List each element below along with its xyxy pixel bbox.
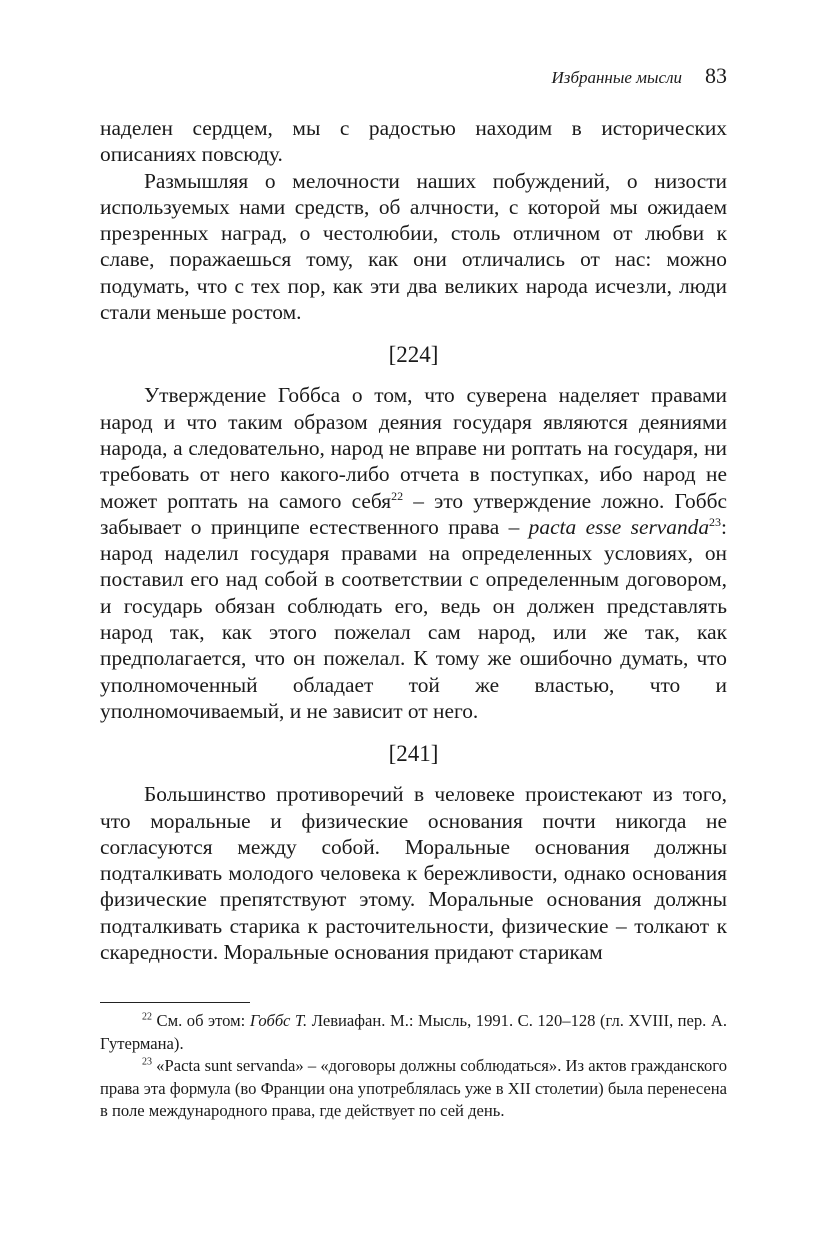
footnote-23-text: «Pacta sunt servanda» – «договоры должны соблюдаться». Из актов гражданского права эта формула (во Франции она употреблялась уже в XII столетии) была перенесена в поле международного права, где действует по сей день. [100,1056,727,1121]
latin-phrase: pacta esse servanda [528,514,710,539]
running-title: Избранные мысли [551,68,682,87]
footnote-22-part-b: Левиафан. М.: Мысль, 1991. С. 120–128 (гл. XVIII, пер. А. Гутермана). [100,1011,727,1053]
paragraph-3-part-c: : народ наделил государя правами на определенных условиях, он поставил его над собой в соответствии с определенным договором, и государь обязан соблюдать его, ведь он должен представлять народ так, как этого пожелал сам народ, или же так, как предполагается, что он пожелал. К тому же ошибочно думать, что уполномоченный обладает той же властью, что и уполномочиваемый, и не зависит от него. [100,514,727,723]
footnote-separator [100,1002,250,1003]
paragraph-3-part-b: – это утверждение ложно. Гоббс забывает о принципе естественного права – [100,488,727,539]
section-heading-224: [224] [388,342,439,368]
footnote-22-part-a: См. об этом: [152,1011,250,1030]
footnote-23 [100,1055,727,1123]
paragraph-3 [100,382,727,724]
paragraph-4: Большинство противоречий в человеке проистекают из того, что моральные и физические основания почти никогда не согласуются между собой. Моральные основания должны подталкивать молодого человека к бережливости, однако основания физические препятствуют этому. Моральные основания должны подталкивать старика к расточительности, физические – толкают к скаредности. Моральные основания придают старикам [100,782,727,965]
footnote-mark-22: 22 [142,1011,152,1023]
footnote-22-author: Гоббс Т. [249,1011,308,1030]
footnote-mark-23: 23 [142,1056,152,1068]
footnote-22 [100,1010,727,1055]
footnotes [100,1010,727,1123]
page-number: 83 [705,63,727,88]
paragraph-3-part-a: Утверждение Гоббса о том, что суверена наделяет правами народ и что таким образом деяния государя являются деяниями народа, а следовательно, народ не вправе ни роптать на государя, ни требовать от него какого-либо отчета в поступках, ибо народ не может роптать на самого себя [100,383,727,513]
section-heading-241: [241] [388,741,439,767]
paragraph-1: наделен сердцем, мы с радостью находим в исторических описаниях повсюду. [100,116,727,167]
main-text [100,115,727,965]
footnote-ref-23[interactable]: 23 [709,514,722,529]
paragraph-2: Размышляя о мелочности наших побуждений, о низости используемых нами средств, об алчности, с которой мы ожидаем презренных наград, о честолюбии, столь отличном от любви к славе, поражаешься тому, как они отличались от нас: можно подумать, что с тех пор, как эти два великих народа исчезли, люди стали меньше ростом. [100,168,727,325]
running-header [100,62,727,92]
footnote-ref-22[interactable]: 22 [391,488,404,503]
